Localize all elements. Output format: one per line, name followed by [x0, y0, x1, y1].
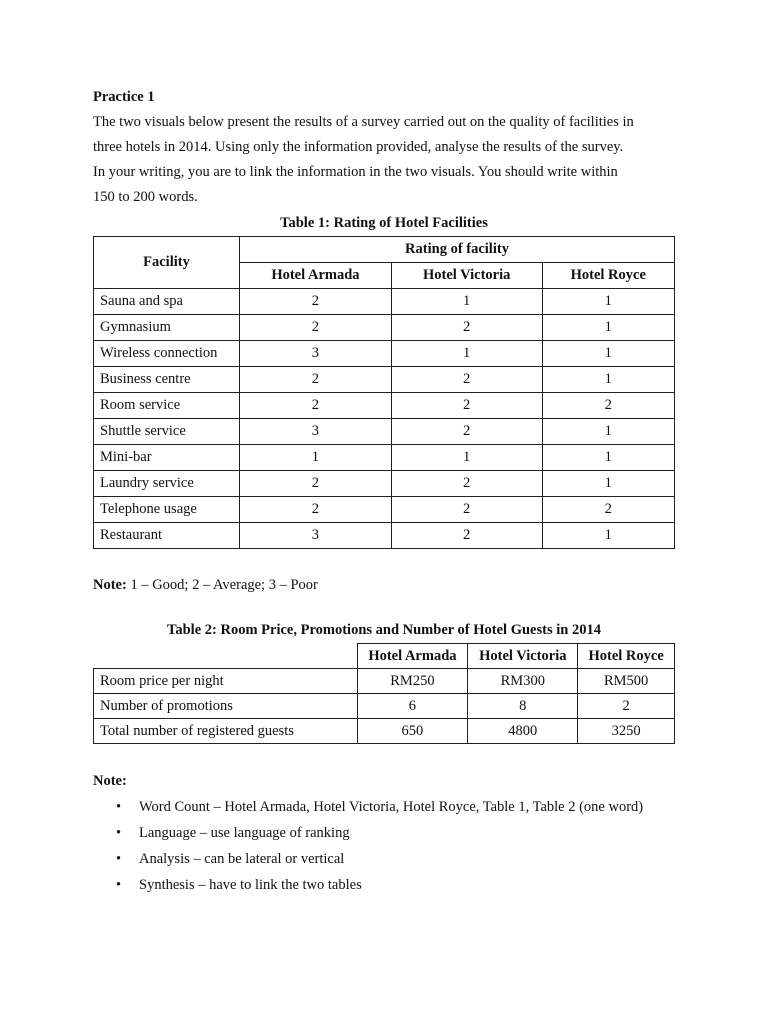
value-cell: 8 [468, 694, 578, 719]
bullet-icon: • [116, 825, 122, 841]
value-cell: 1 [542, 315, 675, 341]
note-item-text: Analysis – can be lateral or vertical [139, 851, 345, 867]
rating-group-header: Rating of facility [240, 237, 675, 263]
note-text: 1 – Good; 2 – Average; 3 – Poor [126, 577, 318, 593]
list-item [93, 820, 675, 846]
value-cell: 1 [542, 367, 675, 393]
value-cell: 1 [391, 341, 542, 367]
table-row [94, 523, 675, 549]
value-cell: 2 [578, 694, 675, 719]
value-cell: 2 [542, 393, 675, 419]
value-cell: 2 [391, 367, 542, 393]
row-label-cell: Business centre [94, 367, 240, 393]
value-cell: 2 [240, 393, 392, 419]
facility-column-header: Facility [94, 237, 240, 289]
value-cell: 2 [240, 497, 392, 523]
table-row [94, 393, 675, 419]
paragraph-line: three hotels in 2014. Using only the information provided, analyse the results of the survey. [93, 139, 624, 155]
paragraph-line: 150 to 200 words. [93, 189, 198, 205]
value-cell: 3 [240, 341, 392, 367]
paragraph-line: In your writing, you are to link the information in the two visuals. You should write within [93, 164, 618, 180]
value-cell: 1 [542, 289, 675, 315]
value-cell: 1 [542, 471, 675, 497]
row-label-cell: Total number of registered guests [94, 719, 358, 744]
value-cell: RM250 [357, 669, 468, 694]
table1-body [94, 289, 675, 549]
value-cell: 1 [542, 445, 675, 471]
table-row [94, 669, 675, 694]
hotel-royce-header: Hotel Royce [542, 263, 675, 289]
table-row [94, 497, 675, 523]
row-label-cell: Number of promotions [94, 694, 358, 719]
value-cell: 3 [240, 419, 392, 445]
table-row [94, 719, 675, 744]
row-label-cell: Laundry service [94, 471, 240, 497]
hotel-armada-header: Hotel Armada [357, 644, 468, 669]
value-cell: 2 [542, 497, 675, 523]
row-label-cell: Room price per night [94, 669, 358, 694]
row-label-cell: Mini-bar [94, 445, 240, 471]
notes-title: Note: [93, 773, 127, 789]
row-label-cell: Restaurant [94, 523, 240, 549]
table2-body [94, 669, 675, 744]
instructions-paragraph [93, 110, 675, 210]
value-cell: 2 [240, 289, 392, 315]
table2-title: Table 2: Room Price, Promotions and Number of Hotel Guests in 2014 [167, 622, 601, 638]
table-row [94, 445, 675, 471]
table-row [94, 471, 675, 497]
value-cell: 1 [240, 445, 392, 471]
value-cell: 3250 [578, 719, 675, 744]
list-item [93, 794, 675, 820]
table-row [94, 315, 675, 341]
value-cell: 2 [391, 419, 542, 445]
bullet-icon: • [116, 799, 122, 815]
value-cell: 2 [391, 523, 542, 549]
row-label-cell: Wireless connection [94, 341, 240, 367]
value-cell: 2 [391, 471, 542, 497]
hotel-armada-header: Hotel Armada [240, 263, 392, 289]
value-cell: 1 [542, 523, 675, 549]
value-cell: 1 [391, 289, 542, 315]
rating-note [93, 573, 675, 597]
value-cell: 2 [391, 497, 542, 523]
practice-heading: Practice 1 [93, 89, 155, 105]
hotel-facilities-rating-table [93, 236, 675, 549]
value-cell: 2 [391, 393, 542, 419]
hotel-victoria-header: Hotel Victoria [391, 263, 542, 289]
value-cell: 2 [240, 471, 392, 497]
value-cell: 1 [542, 419, 675, 445]
value-cell: 3 [240, 523, 392, 549]
hotel-victoria-header: Hotel Victoria [468, 644, 578, 669]
empty-corner-cell [94, 644, 358, 669]
row-label-cell: Shuttle service [94, 419, 240, 445]
value-cell: 4800 [468, 719, 578, 744]
value-cell: 650 [357, 719, 468, 744]
row-label-cell: Telephone usage [94, 497, 240, 523]
table-row [94, 694, 675, 719]
value-cell: 1 [391, 445, 542, 471]
value-cell: RM500 [578, 669, 675, 694]
note-item-text: Language – use language of ranking [139, 825, 350, 841]
table-row [94, 367, 675, 393]
note-item-text: Word Count – Hotel Armada, Hotel Victoria, Hotel Royce, Table 1, Table 2 (one word) [139, 799, 644, 815]
value-cell: 6 [357, 694, 468, 719]
row-label-cell: Gymnasium [94, 315, 240, 341]
paragraph-line: The two visuals below present the results of a survey carried out on the quality of facilities in [93, 114, 634, 130]
value-cell: 2 [240, 367, 392, 393]
notes-list [93, 794, 675, 898]
value-cell: 2 [240, 315, 392, 341]
table-row [94, 419, 675, 445]
table1-title: Table 1: Rating of Hotel Facilities [280, 215, 488, 231]
room-price-promotions-table [93, 643, 675, 744]
bullet-icon: • [116, 851, 122, 867]
value-cell: 1 [542, 341, 675, 367]
value-cell: RM300 [468, 669, 578, 694]
table-row [94, 289, 675, 315]
document-page [93, 85, 675, 898]
table-row [94, 341, 675, 367]
bullet-icon: • [116, 877, 122, 893]
list-item [93, 872, 675, 898]
value-cell: 2 [391, 315, 542, 341]
note-label: Note: [93, 577, 127, 593]
hotel-royce-header: Hotel Royce [578, 644, 675, 669]
note-item-text: Synthesis – have to link the two tables [139, 877, 362, 893]
row-label-cell: Sauna and spa [94, 289, 240, 315]
row-label-cell: Room service [94, 393, 240, 419]
list-item [93, 846, 675, 872]
